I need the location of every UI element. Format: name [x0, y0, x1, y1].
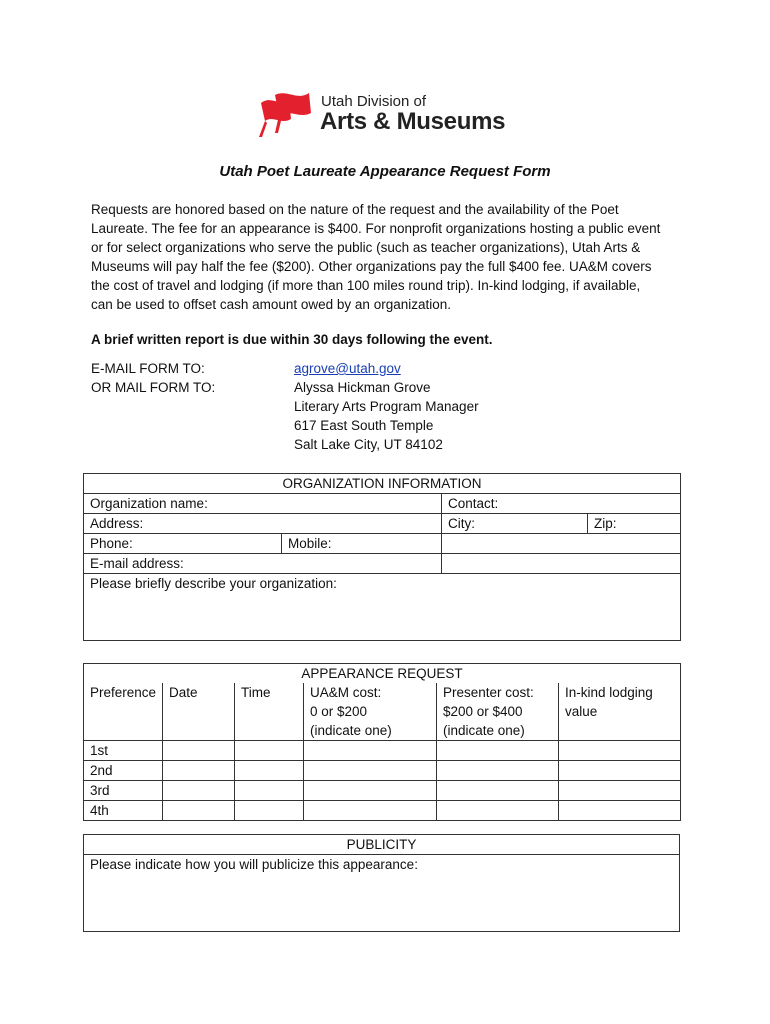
report-note: A brief written report is due within 30 days following the event.: [91, 332, 493, 347]
col-inkind-lodging: [559, 683, 681, 741]
col-uam-cost-line: 0 or $200: [310, 704, 368, 719]
col-presenter-cost-line: Presenter cost:: [443, 685, 534, 700]
col-inkind-line: In-kind lodging: [565, 685, 653, 700]
appearance-request-table: [83, 663, 681, 821]
time-cell[interactable]: [235, 801, 304, 821]
col-presenter-cost-line: (indicate one): [443, 723, 525, 738]
mobile-field[interactable]: Mobile:: [282, 534, 442, 554]
time-cell[interactable]: [235, 761, 304, 781]
logo-line-1: Utah Division of: [321, 93, 427, 110]
street-address: 617 East South Temple: [294, 418, 434, 433]
logo-line-2: Arts & Museums: [320, 108, 506, 135]
intro-line: Museums will pay half the fee ($200). Other organizations pay the full $400 fee. UA&M covers: [91, 259, 652, 274]
address-field[interactable]: Address:: [84, 514, 442, 534]
row-label: 4th: [84, 801, 163, 821]
email-field[interactable]: E-mail address:: [84, 554, 442, 574]
col-uam-cost-line: UA&M cost:: [310, 685, 382, 700]
organization-info-table: [83, 473, 681, 641]
email-link[interactable]: agrove@utah.gov: [294, 361, 401, 376]
email-form-label: E-MAIL FORM TO:: [91, 361, 205, 376]
row-label: 3rd: [84, 781, 163, 801]
col-date: Date: [163, 683, 235, 741]
page-title: Utah Poet Laureate Appearance Request Form: [219, 163, 551, 180]
col-inkind-line: value: [565, 704, 598, 719]
arts-museums-logo: [257, 89, 517, 139]
city-address: Salt Lake City, UT 84102: [294, 437, 443, 452]
row-label: 1st: [84, 741, 163, 761]
org-name-field[interactable]: Organization name:: [84, 494, 442, 514]
presenter-cost-cell[interactable]: [437, 781, 559, 801]
uam-cost-cell[interactable]: [304, 781, 437, 801]
presenter-cost-cell[interactable]: [437, 741, 559, 761]
table-row: [84, 761, 681, 781]
intro-line: can be used to offset cash amount owed by an organization.: [91, 297, 451, 312]
date-cell[interactable]: [163, 801, 235, 821]
time-cell[interactable]: [235, 781, 304, 801]
intro-line: Requests are honored based on the nature of the request and the availability of the Poet: [91, 202, 619, 217]
mail-form-label: OR MAIL FORM TO:: [91, 380, 216, 395]
describe-org-field[interactable]: Please briefly describe your organization:: [84, 574, 681, 641]
intro-paragraph: [91, 200, 691, 314]
date-cell[interactable]: [163, 781, 235, 801]
phone-field[interactable]: Phone:: [84, 534, 282, 554]
intro-line: the cost of travel and lodging (if more than 100 miles round trip). In-kind lodging, if available,: [91, 278, 641, 293]
contact-name: Alyssa Hickman Grove: [294, 380, 431, 395]
intro-line: or for select organizations who serve the public (such as teacher organizations), Utah Arts &: [91, 240, 641, 255]
col-uam-cost-line: (indicate one): [310, 723, 392, 738]
uam-cost-cell[interactable]: [304, 761, 437, 781]
table-row: [84, 781, 681, 801]
city-field[interactable]: City:: [442, 514, 588, 534]
col-presenter-cost-line: $200 or $400: [443, 704, 523, 719]
row-label: 2nd: [84, 761, 163, 781]
contact-role: Literary Arts Program Manager: [294, 399, 479, 414]
presenter-cost-cell[interactable]: [437, 801, 559, 821]
intro-line: Laureate. The fee for an appearance is $400. For nonprofit organizations hosting a public event: [91, 221, 661, 236]
date-cell[interactable]: [163, 761, 235, 781]
col-uam-cost: [304, 683, 437, 741]
flag-logo-icon: [257, 89, 317, 139]
publicity-table: [83, 834, 680, 932]
contact-field[interactable]: Contact:: [442, 494, 681, 514]
col-time: Time: [235, 683, 304, 741]
inkind-cell[interactable]: [559, 741, 681, 761]
inkind-cell[interactable]: [559, 801, 681, 821]
inkind-cell[interactable]: [559, 781, 681, 801]
zip-field[interactable]: Zip:: [588, 514, 681, 534]
time-cell[interactable]: [235, 741, 304, 761]
publicity-field[interactable]: Please indicate how you will publicize this appearance:: [84, 855, 680, 932]
publicity-section-header: PUBLICITY: [84, 835, 680, 855]
table-row: [84, 741, 681, 761]
uam-cost-cell[interactable]: [304, 801, 437, 821]
appearance-section-header: APPEARANCE REQUEST: [84, 664, 681, 684]
col-presenter-cost: [437, 683, 559, 741]
table-row: [84, 801, 681, 821]
presenter-cost-cell[interactable]: [437, 761, 559, 781]
uam-cost-cell[interactable]: [304, 741, 437, 761]
empty-cell[interactable]: [442, 554, 681, 574]
date-cell[interactable]: [163, 741, 235, 761]
col-preference: Preference: [84, 683, 163, 741]
empty-cell[interactable]: [442, 534, 681, 554]
inkind-cell[interactable]: [559, 761, 681, 781]
org-section-header: ORGANIZATION INFORMATION: [84, 474, 681, 494]
